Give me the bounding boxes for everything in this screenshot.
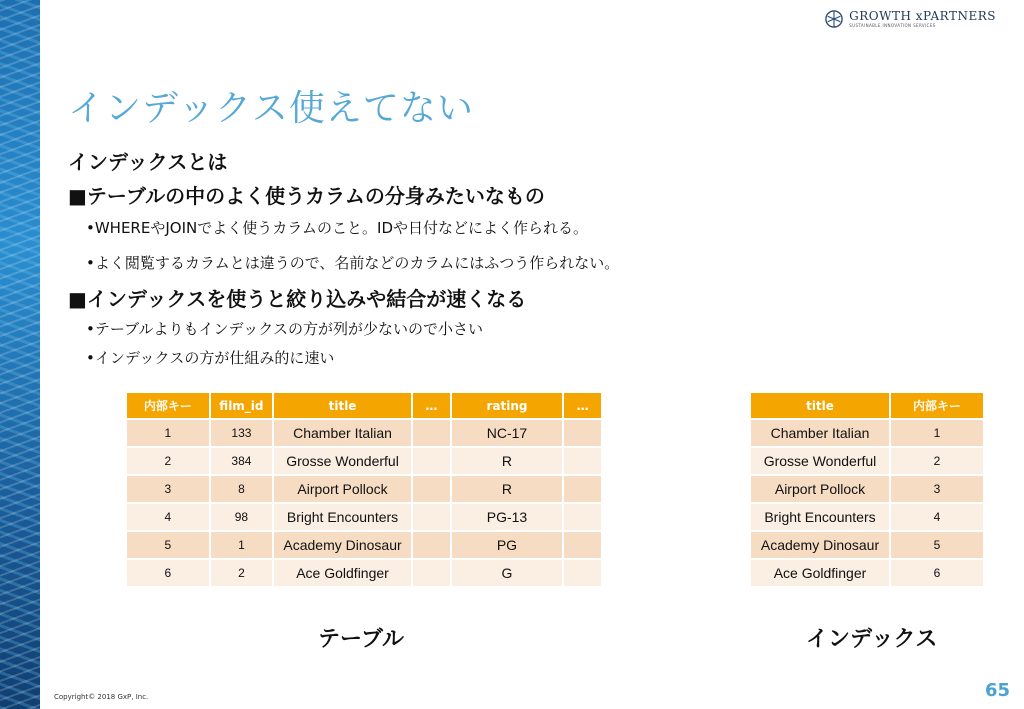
- header-internal-key: 内部キー: [127, 393, 209, 418]
- brand-logo: [825, 10, 996, 28]
- header-rating: rating: [452, 393, 562, 418]
- decorative-water-strip: [0, 0, 40, 709]
- table-cell: 5: [127, 532, 209, 558]
- table-cell: G: [452, 560, 562, 586]
- table-row: [751, 448, 983, 474]
- table-cell: Grosse Wonderful: [751, 448, 889, 474]
- table-row: [127, 532, 601, 558]
- table-cell: [564, 504, 601, 530]
- table-cell: 2: [127, 448, 209, 474]
- table-header-row: [127, 393, 601, 418]
- table-cell: 3: [127, 476, 209, 502]
- table-cell: [564, 476, 601, 502]
- table-cell: [564, 560, 601, 586]
- table-cell: 2: [891, 448, 983, 474]
- table-cell: 1: [891, 420, 983, 446]
- table-cell: PG-13: [452, 504, 562, 530]
- table-cell: Academy Dinosaur: [751, 532, 889, 558]
- table-cell: [564, 448, 601, 474]
- table-cell: 2: [211, 560, 272, 586]
- brand-name: GROWTH xPARTNERS: [849, 9, 996, 23]
- table-row: [127, 504, 601, 530]
- table-cell: [413, 560, 450, 586]
- intro-heading: インデックスとは: [68, 150, 228, 174]
- table-cell: Airport Pollock: [274, 476, 411, 502]
- index-caption: インデックス: [806, 627, 938, 652]
- table-header-row: [751, 393, 983, 418]
- films-table: [125, 391, 603, 588]
- table-cell: Chamber Italian: [274, 420, 411, 446]
- table-cell: R: [452, 476, 562, 502]
- table-cell: PG: [452, 532, 562, 558]
- header-title: title: [274, 393, 411, 418]
- table-cell: [413, 504, 450, 530]
- table-cell: 4: [127, 504, 209, 530]
- table-row: [751, 560, 983, 586]
- table-row: [751, 476, 983, 502]
- table-cell: Ace Goldfinger: [274, 560, 411, 586]
- section-heading-2: ■インデックスを使うと絞り込みや結合が速くなる: [68, 287, 527, 311]
- index-table: [749, 391, 985, 588]
- table-cell: 133: [211, 420, 272, 446]
- header-ellipsis: …: [564, 393, 601, 418]
- bullet-1: •WHEREやJOINでよく使うカラムのこと。IDや日付などによく作られる。: [86, 219, 589, 237]
- header-title: title: [751, 393, 889, 418]
- bullet-4: •インデックスの方が仕組み的に速い: [86, 349, 335, 367]
- header-ellipsis: …: [413, 393, 450, 418]
- table-caption: テーブル: [318, 627, 405, 652]
- table-cell: 5: [891, 532, 983, 558]
- bullet-3: •テーブルよりもインデックスの方が列が少ないので小さい: [86, 320, 484, 338]
- table-cell: Bright Encounters: [274, 504, 411, 530]
- table-cell: [564, 532, 601, 558]
- table-cell: 1: [211, 532, 272, 558]
- table-cell: Ace Goldfinger: [751, 560, 889, 586]
- table-cell: [413, 476, 450, 502]
- table-cell: NC-17: [452, 420, 562, 446]
- table-row: [127, 420, 601, 446]
- table-cell: 3: [891, 476, 983, 502]
- slide-title: インデックス使えてない: [68, 88, 474, 129]
- table-cell: Bright Encounters: [751, 504, 889, 530]
- table-cell: 384: [211, 448, 272, 474]
- header-film-id: film_id: [211, 393, 272, 418]
- table-row: [751, 532, 983, 558]
- globe-logo-icon: [825, 10, 843, 28]
- table-row: [751, 504, 983, 530]
- table-row: [127, 448, 601, 474]
- table-row: [751, 420, 983, 446]
- table-cell: 8: [211, 476, 272, 502]
- table-cell: Chamber Italian: [751, 420, 889, 446]
- table-cell: 4: [891, 504, 983, 530]
- table-cell: 6: [127, 560, 209, 586]
- table-cell: Airport Pollock: [751, 476, 889, 502]
- table-row: [127, 476, 601, 502]
- table-cell: Academy Dinosaur: [274, 532, 411, 558]
- table-cell: [413, 532, 450, 558]
- table-cell: 6: [891, 560, 983, 586]
- bullet-2: •よく閲覧するカラムとは違うので、名前などのカラムにはふつう作られない。: [86, 254, 620, 272]
- table-cell: [413, 448, 450, 474]
- table-cell: 1: [127, 420, 209, 446]
- table-cell: [564, 420, 601, 446]
- brand-tagline: SUSTAINABLE INNOVATION SERVICES: [849, 23, 936, 28]
- table-cell: R: [452, 448, 562, 474]
- table-cell: Grosse Wonderful: [274, 448, 411, 474]
- table-cell: [413, 420, 450, 446]
- table-row: [127, 560, 601, 586]
- header-internal-key: 内部キー: [891, 393, 983, 418]
- page-number: 65: [984, 680, 1010, 701]
- section-heading-1: ■テーブルの中のよく使うカラムの分身みたいなもの: [68, 184, 545, 208]
- copyright-text: Copyright© 2018 GxP, Inc.: [54, 693, 149, 701]
- table-cell: 98: [211, 504, 272, 530]
